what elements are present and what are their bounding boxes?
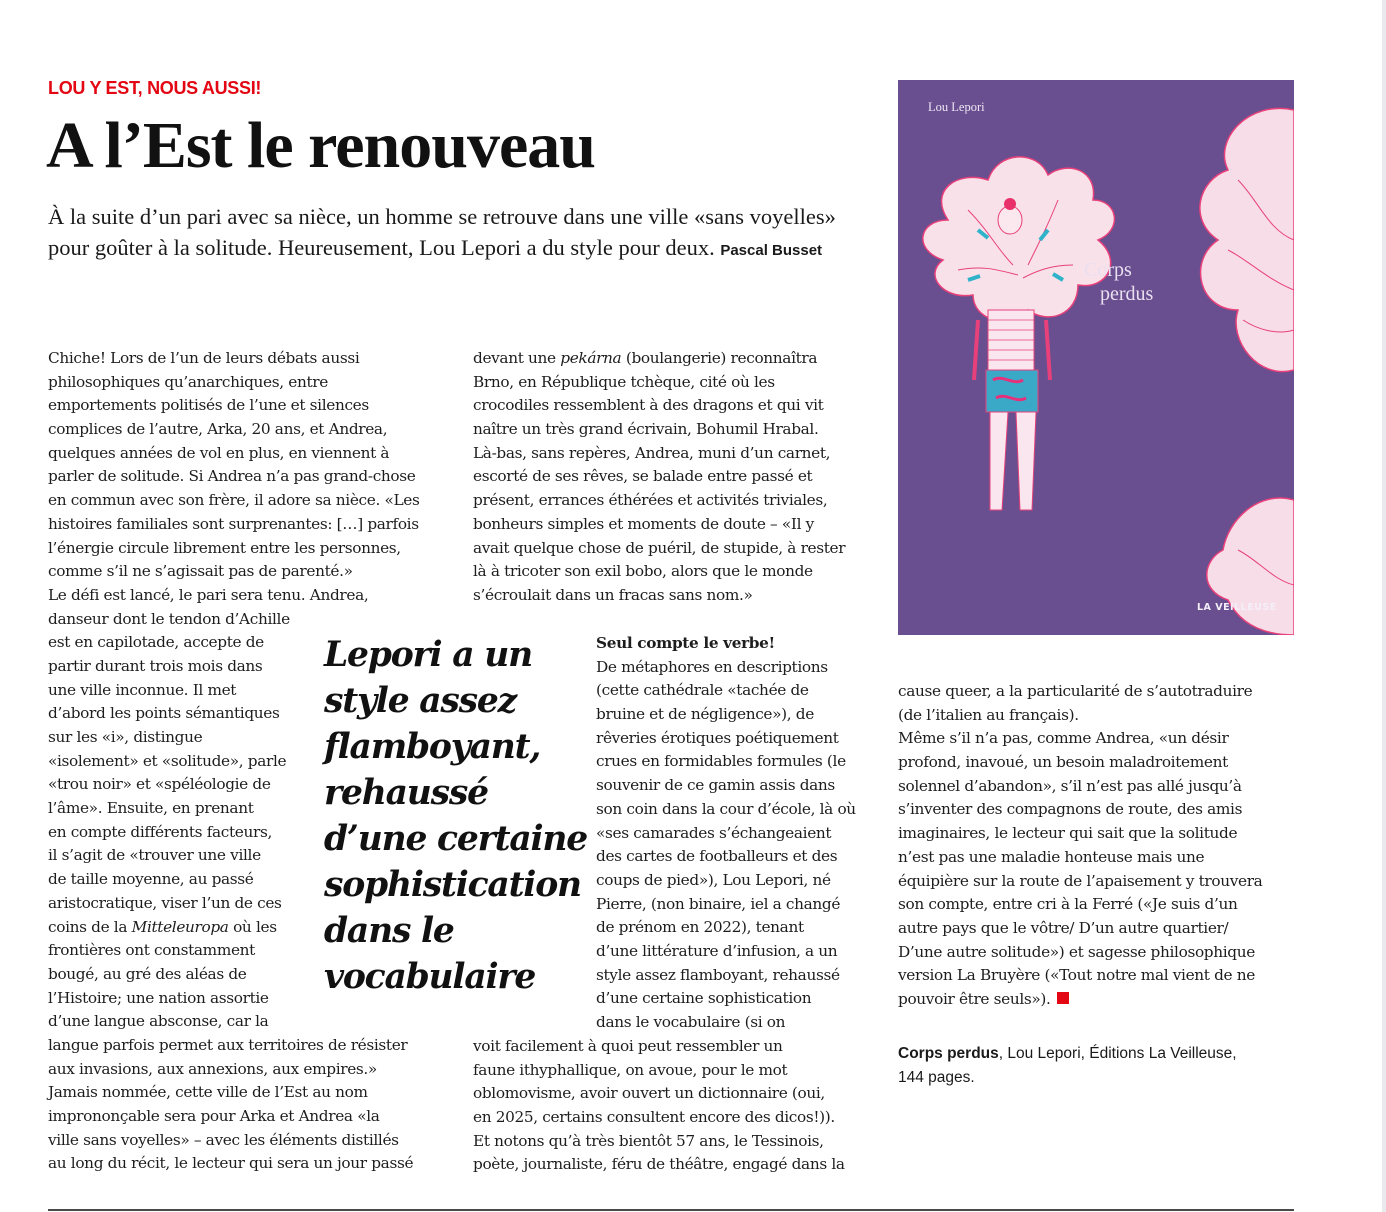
text-line: bougé, au gré des aléas de — [48, 964, 247, 983]
column-2-lower — [596, 632, 856, 1035]
text-line: voit facilement à quoi peut ressembler un — [473, 1037, 783, 1055]
text-line: philosophiques qu’anarchiques, entre — [48, 372, 328, 391]
text-line: bonheurs simples et moments de doute – «Il y — [473, 514, 814, 533]
text-line: il s’agit de «trouver une ville — [48, 846, 261, 865]
text-line: Même s’il n’a pas, comme Andrea, «un désir — [898, 729, 1229, 748]
text-line: poète, journaliste, féru de théâtre, engagé dans la — [473, 1155, 845, 1174]
column-2-top — [473, 347, 845, 608]
text-line: solennel d’abandon», s’il n’est pas allé jusqu’à — [898, 776, 1242, 795]
pull-quote-line: dans le — [324, 911, 454, 951]
article-lead — [48, 202, 858, 266]
text-line: partir durant trois mois dans — [48, 656, 263, 675]
text-line: «trou noir» et «spéléologie de — [48, 775, 271, 794]
text-line: s’écroulait dans un fracas sans nom.» — [473, 585, 753, 604]
text-line: devant une pekárna (boulangerie) reconnaîtra — [473, 349, 818, 367]
text-line: complices de l’autre, Arka, 20 ans, et Andrea, — [48, 420, 388, 439]
text-line: une ville inconnue. Il met — [48, 680, 237, 699]
text-line: ville sans voyelles» – avec les éléments distillés — [48, 1130, 399, 1149]
figure-icon — [974, 310, 1050, 510]
foreign-term: pekárna — [560, 349, 622, 367]
text-line: souvenir de ce gamin assis dans — [596, 776, 835, 795]
column-2-bottom — [473, 1035, 845, 1177]
text-line: imaginaires, le lecteur qui sait que la solitude — [898, 824, 1238, 843]
text-line: l’âme». Ensuite, en prenant — [48, 799, 254, 818]
pull-quote-line: sophistication — [324, 865, 581, 905]
text-line: dans le vocabulaire (si on — [596, 1013, 786, 1031]
flower-bottom-icon — [1207, 498, 1294, 635]
text-line: profond, inavoué, un besoin maladroitement — [898, 753, 1228, 772]
text-line: d’une littérature d’infusion, a un — [596, 941, 838, 960]
author-byline: Pascal Busset — [720, 241, 823, 259]
flower-right-icon — [1200, 108, 1294, 371]
lead-text: À la suite d’un pari avec sa nièce, un homme se retrouve dans une ville «sans voyelles» pour goûter à la solitude. Heureusement, Lou Lepori a du style pour deux. — [48, 204, 836, 260]
text-line: l’Histoire; une nation assortie — [48, 988, 269, 1007]
text-line: l’énergie circule librement entre les personnes, — [48, 538, 401, 557]
text-line: De métaphores en descriptions — [596, 657, 828, 676]
section-subheading: Seul compte le verbe! — [596, 634, 775, 652]
text-line: style assez flamboyant, rehaussé — [596, 965, 840, 984]
text-line: frontières ont constamment — [48, 941, 255, 960]
text-line: d’une certaine sophistication — [596, 989, 812, 1008]
text-line: danseur dont le tendon d’Achille — [48, 609, 290, 628]
text-line: de taille moyenne, au passé — [48, 870, 254, 889]
cover-publisher: LA VEILLEUSE — [1197, 602, 1277, 613]
text-line: de prénom en 2022), tenant — [596, 918, 804, 937]
text-line: n’est pas une maladie honteuse mais une — [898, 847, 1205, 866]
text-line: d’une langue absconse, car la — [48, 1012, 269, 1031]
text-line: D’une autre solitude») et sagesse philosophique — [898, 942, 1255, 961]
text-line: emportements politisés de l’une et silences — [48, 396, 369, 415]
text-line: rêveries érotiques poétiquement — [596, 728, 839, 747]
text-line: là à tricoter son exil bobo, alors que le monde — [473, 562, 813, 581]
cover-illustration — [898, 80, 1294, 635]
text-line: quelques années de vol en plus, en viennent à — [48, 443, 390, 462]
text-line: crocodiles ressemblent à des dragons et qui vit — [473, 396, 824, 415]
text-line: Le défi est lancé, le pari sera tenu. Andrea, — [48, 585, 369, 604]
pull-quote — [324, 632, 588, 1000]
pull-quote-line: rehaussé — [324, 773, 488, 813]
page-edge — [1382, 0, 1386, 1212]
text-line: (cette cathédrale «tachée de — [596, 681, 809, 700]
cover-author: Lou Lepori — [928, 100, 985, 114]
text-line: des cartes de footballeurs et des — [596, 847, 838, 866]
cover-title: Corps perdus — [1084, 259, 1154, 305]
text-line: «ses camarades s’échangeaient — [596, 823, 832, 842]
text-line: sur les «i», distingue — [48, 728, 203, 746]
pull-quote-line: style assez — [324, 681, 517, 721]
text-line: imprononçable sera pour Arka et Andrea «la — [48, 1107, 380, 1125]
text-line: Jamais nommée, cette ville de l’Est au nom — [48, 1083, 368, 1102]
end-of-article-square-icon — [1057, 992, 1069, 1004]
article-kicker: LOU Y EST, NOUS AUSSI! — [48, 78, 262, 98]
text-line: Brno, en République tchèque, cité où les — [473, 372, 775, 391]
pull-quote-line: flamboyant, — [324, 727, 541, 767]
pull-quote-line: d’une certaine — [324, 819, 588, 859]
credit-title: Corps perdus — [898, 1045, 999, 1062]
pull-quote-line: Lepori a un — [324, 635, 532, 675]
text-line: Là-bas, sans repères, Andrea, muni d’un carnet, — [473, 443, 831, 462]
bottom-rule — [48, 1209, 1294, 1211]
text-line: au long du récit, le lecteur qui sera un jour passé — [48, 1154, 414, 1173]
text-line: faune ithyphallique, on avoue, pour le mot — [473, 1060, 788, 1079]
text-line: naître un très grand écrivain, Bohumil Hrabal. — [473, 420, 819, 439]
text-line: pouvoir être seuls»). — [898, 988, 1262, 1012]
column-3 — [898, 680, 1262, 1012]
text-line: aux invasions, aux annexions, aux empires.» — [48, 1059, 377, 1078]
text-line: (de l’italien au français). — [898, 705, 1079, 724]
text-line: coins de la Mitteleuropa où les — [48, 917, 277, 936]
text-line: équipière sur la route de l’apaisement y trouvera — [898, 871, 1263, 890]
text-line: escorté de ses rêves, se balade entre passé et — [473, 467, 813, 486]
text-line: coups de pied»), Lou Lepori, né — [596, 870, 831, 889]
text-line: en compte différents facteurs, — [48, 822, 272, 841]
text-line: son compte, entre cri à la Ferré («Je suis d’un — [898, 895, 1238, 914]
text-line: oblomovisme, avoir ouvert un dictionnaire (oui, — [473, 1084, 825, 1103]
text-line: avait quelque chose de puéril, de stupide, à rester — [473, 538, 846, 557]
text-line: est en capilotade, accepte de — [48, 633, 264, 652]
text-line: aristocratique, viser l’un de ces — [48, 893, 282, 912]
text-line: parler de solitude. Si Andrea n’a pas grand-chose — [48, 467, 416, 486]
text-line: d’abord les points sémantiques — [48, 704, 280, 723]
book-cover-image — [898, 80, 1294, 635]
text-line: présent, errances éthérées et activités triviales, — [473, 491, 828, 510]
foreign-term: Mitteleuropa — [131, 917, 229, 936]
text-line: Pierre, (non binaire, iel a changé — [596, 894, 841, 913]
text-line: histoires familiales sont surprenantes: […] parfois — [48, 514, 419, 533]
text-line: langue parfois permet aux territoires de résister — [48, 1035, 408, 1054]
pull-quote-line: vocabulaire — [324, 957, 536, 997]
text-line: bruine et de négligence»), de — [596, 705, 814, 724]
text-line: en commun avec son frère, il adore sa nièce. «Les — [48, 491, 420, 510]
text-line: son coin dans la cour d’école, là où — [596, 799, 856, 818]
text-line: comme s’il ne s’agissait pas de parenté.» — [48, 562, 353, 581]
text-line: Chiche! Lors de l’un de leurs débats aussi — [48, 349, 360, 367]
book-credits: Corps perdus, Lou Lepori, Éditions La Veilleuse, 144 pages. — [898, 1045, 1237, 1086]
text-line: «isolement» et «solitude», parle — [48, 751, 287, 770]
text-line: cause queer, a la particularité de s’autotraduire — [898, 682, 1253, 700]
text-line: s’inventer des compagnons de route, des amis — [898, 800, 1243, 819]
text-line: autre pays que le vôtre/ D’un autre quartier/ — [898, 918, 1229, 937]
text-line: crues en formidables formules (le — [596, 752, 846, 771]
article-title: A l’Est le renouveau — [46, 109, 595, 182]
text-line: version La Bruyère («Tout notre mal vient de ne — [898, 966, 1255, 985]
text-line: Et notons qu’à très bientôt 57 ans, le Tessinois, — [473, 1131, 824, 1150]
text-line: en 2025, certains consultent encore des dicos!)). — [473, 1108, 835, 1127]
